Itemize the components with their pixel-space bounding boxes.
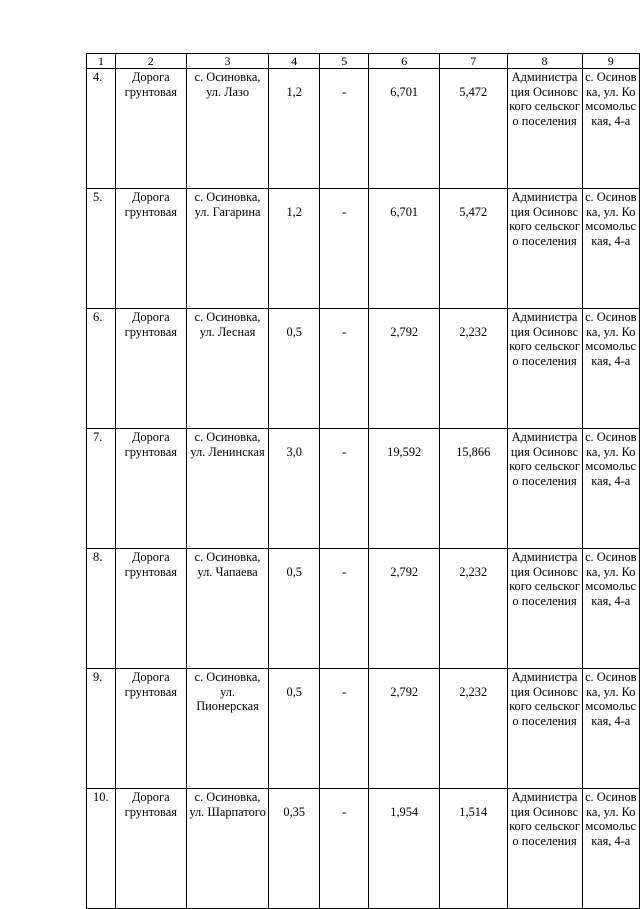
header-cell-3: 3 — [186, 54, 269, 69]
cell-owner: Администрация Осиновского сельского поселения — [507, 429, 582, 549]
cell-location: с. Осиновка, ул. Лесная — [186, 309, 269, 429]
cell-col4: 0,5 — [269, 549, 320, 669]
cell-col7: 5,472 — [439, 69, 507, 189]
cell-col5: - — [320, 429, 369, 549]
cell-address: с. Осиновка, ул. Комсомольская, 4-а — [582, 669, 639, 789]
cell-location: с. Осиновка, ул. Шарпатого — [186, 789, 269, 909]
cell-col6: 1,954 — [369, 789, 440, 909]
table-row — [87, 789, 640, 909]
cell-number: 6. — [87, 309, 116, 429]
cell-location: с. Осиновка, ул. Пионерская — [186, 669, 269, 789]
cell-col7: 1,514 — [439, 789, 507, 909]
cell-col7: 15,866 — [439, 429, 507, 549]
cell-owner: Администрация Осиновского сельского поселения — [507, 669, 582, 789]
table-row — [87, 549, 640, 669]
cell-col5: - — [320, 789, 369, 909]
cell-col5: - — [320, 69, 369, 189]
table-body — [87, 54, 640, 909]
cell-object-type: Дорога грунтовая — [115, 429, 186, 549]
cell-col4: 0,5 — [269, 669, 320, 789]
cell-col4: 0,5 — [269, 309, 320, 429]
roads-table — [86, 53, 640, 909]
cell-col7: 2,232 — [439, 549, 507, 669]
cell-address: с. Осиновка, ул. Комсомольская, 4-а — [582, 549, 639, 669]
cell-number: 9. — [87, 669, 116, 789]
cell-number: 7. — [87, 429, 116, 549]
header-row — [87, 54, 640, 69]
cell-address: с. Осиновка, ул. Комсомольская, 4-а — [582, 69, 639, 189]
header-cell-1: 1 — [87, 54, 116, 69]
cell-col5: - — [320, 189, 369, 309]
cell-col6: 6,701 — [369, 69, 440, 189]
cell-object-type: Дорога грунтовая — [115, 309, 186, 429]
cell-col6: 19,592 — [369, 429, 440, 549]
header-cell-6: 6 — [369, 54, 440, 69]
cell-object-type: Дорога грунтовая — [115, 189, 186, 309]
table-row — [87, 309, 640, 429]
cell-object-type: Дорога грунтовая — [115, 549, 186, 669]
table-row — [87, 69, 640, 189]
cell-col4: 3,0 — [269, 429, 320, 549]
cell-number: 10. — [87, 789, 116, 909]
cell-col4: 1,2 — [269, 189, 320, 309]
cell-owner: Администрация Осиновского сельского поселения — [507, 69, 582, 189]
cell-object-type: Дорога грунтовая — [115, 789, 186, 909]
header-cell-7: 7 — [439, 54, 507, 69]
cell-col7: 2,232 — [439, 309, 507, 429]
cell-col4: 1,2 — [269, 69, 320, 189]
cell-col6: 2,792 — [369, 309, 440, 429]
header-cell-5: 5 — [320, 54, 369, 69]
cell-number: 8. — [87, 549, 116, 669]
table-row — [87, 189, 640, 309]
header-cell-8: 8 — [507, 54, 582, 69]
header-cell-4: 4 — [269, 54, 320, 69]
cell-col7: 5,472 — [439, 189, 507, 309]
cell-location: с. Осиновка, ул. Гагарина — [186, 189, 269, 309]
cell-address: с. Осиновка, ул. Комсомольская, 4-а — [582, 189, 639, 309]
cell-address: с. Осиновка, ул. Комсомольская, 4-а — [582, 429, 639, 549]
table-row — [87, 669, 640, 789]
cell-col6: 2,792 — [369, 669, 440, 789]
cell-col5: - — [320, 549, 369, 669]
cell-object-type: Дорога грунтовая — [115, 69, 186, 189]
cell-owner: Администрация Осиновского сельского поселения — [507, 309, 582, 429]
cell-col6: 2,792 — [369, 549, 440, 669]
header-cell-9: 9 — [582, 54, 639, 69]
cell-owner: Администрация Осиновского сельского поселения — [507, 549, 582, 669]
cell-col5: - — [320, 669, 369, 789]
table-row — [87, 429, 640, 549]
cell-location: с. Осиновка, ул. Чапаева — [186, 549, 269, 669]
cell-owner: Администрация Осиновского сельского поселения — [507, 789, 582, 909]
cell-number: 4. — [87, 69, 116, 189]
cell-col4: 0,35 — [269, 789, 320, 909]
cell-address: с. Осиновка, ул. Комсомольская, 4-а — [582, 789, 639, 909]
cell-object-type: Дорога грунтовая — [115, 669, 186, 789]
cell-number: 5. — [87, 189, 116, 309]
cell-col5: - — [320, 309, 369, 429]
cell-location: с. Осиновка, ул. Ленинская — [186, 429, 269, 549]
cell-owner: Администрация Осиновского сельского поселения — [507, 189, 582, 309]
cell-col6: 6,701 — [369, 189, 440, 309]
header-cell-2: 2 — [115, 54, 186, 69]
cell-col7: 2,232 — [439, 669, 507, 789]
cell-location: с. Осиновка, ул. Лазо — [186, 69, 269, 189]
cell-address: с. Осиновка, ул. Комсомольская, 4-а — [582, 309, 639, 429]
